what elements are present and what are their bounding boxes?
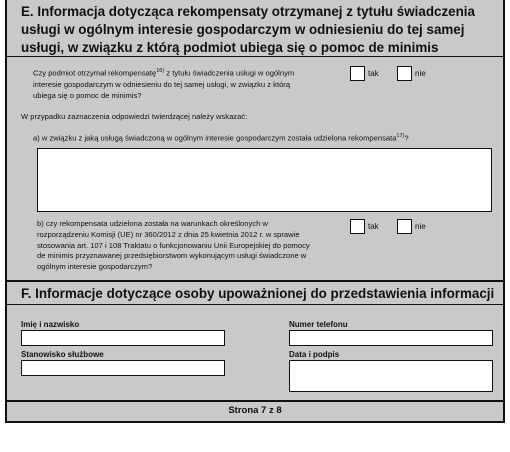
position-label: Stanowisko służbowe [21,350,104,359]
question-compensation: Czy podmiot otrzymał rekompensatę$^{16)}$ z tytułu świadczenia usługi w ogólnym interesie gospodarczym w odniesieniu do tej samej usługi, w związku z którą ubiega się o pomoc de minimis? [33,68,295,100]
phone-field[interactable] [289,330,493,346]
section-f-title: F. Informacje dotyczące osoby upoważnionej do przedstawienia informacji [21,286,495,301]
regulation-no-label: nie [415,222,426,231]
compensation-no-checkbox[interactable] [397,66,412,81]
compensation-no-label: nie [415,69,426,78]
date-signature-label: Data i podpis [289,350,340,359]
compensation-yes-label: tak [368,69,379,78]
form-page [5,0,505,423]
date-signature-field[interactable] [289,360,493,392]
question-a: a) w związku z jaką usługą świadczoną w ogólnym interesie gospodarczym została udzielona rekompensata$^{17)}$? [33,133,409,143]
name-field[interactable] [21,330,225,346]
name-label: Imię i nazwisko [21,320,80,329]
divider [7,280,503,282]
section-e-title: E. Informacja dotycząca rekompensaty otrzymanej z tytułu świadczenia usługi w ogólnym interesie gospodarczym w odniesieniu do tej samej usługi, w związku z którą podmiot ubiega się o pomoc de minimis [21,4,475,55]
page-number: Strona 7 z 8 [228,405,282,416]
question-b: b) czy rekompensata udzielona została na warunkach określonych w rozporządzeniu Komisji (UE) nr 360/2012 z dnia 25 kwietnia 2012 r. w sprawie stosowania art. 107 i 108 Traktatu o funkcjonowaniu Unii Europejskiej do pomocy de minimis przyznawanej przedsiębiorstwom wykonującym usługi świadczone w ogólnym interesie gospodarczym? [37,219,310,272]
regulation-no-checkbox[interactable] [397,219,412,234]
divider [7,56,503,57]
divider [7,304,503,305]
position-field[interactable] [21,360,225,376]
regulation-yes-checkbox[interactable] [350,219,365,234]
service-description-field[interactable] [37,148,492,212]
instruction-text: W przypadku zaznaczenia odpowiedzi twierdzącej należy wskazać: [21,112,248,121]
regulation-yes-label: tak [368,222,379,231]
phone-label: Numer telefonu [289,320,348,329]
divider [7,400,503,402]
compensation-yes-checkbox[interactable] [350,66,365,81]
